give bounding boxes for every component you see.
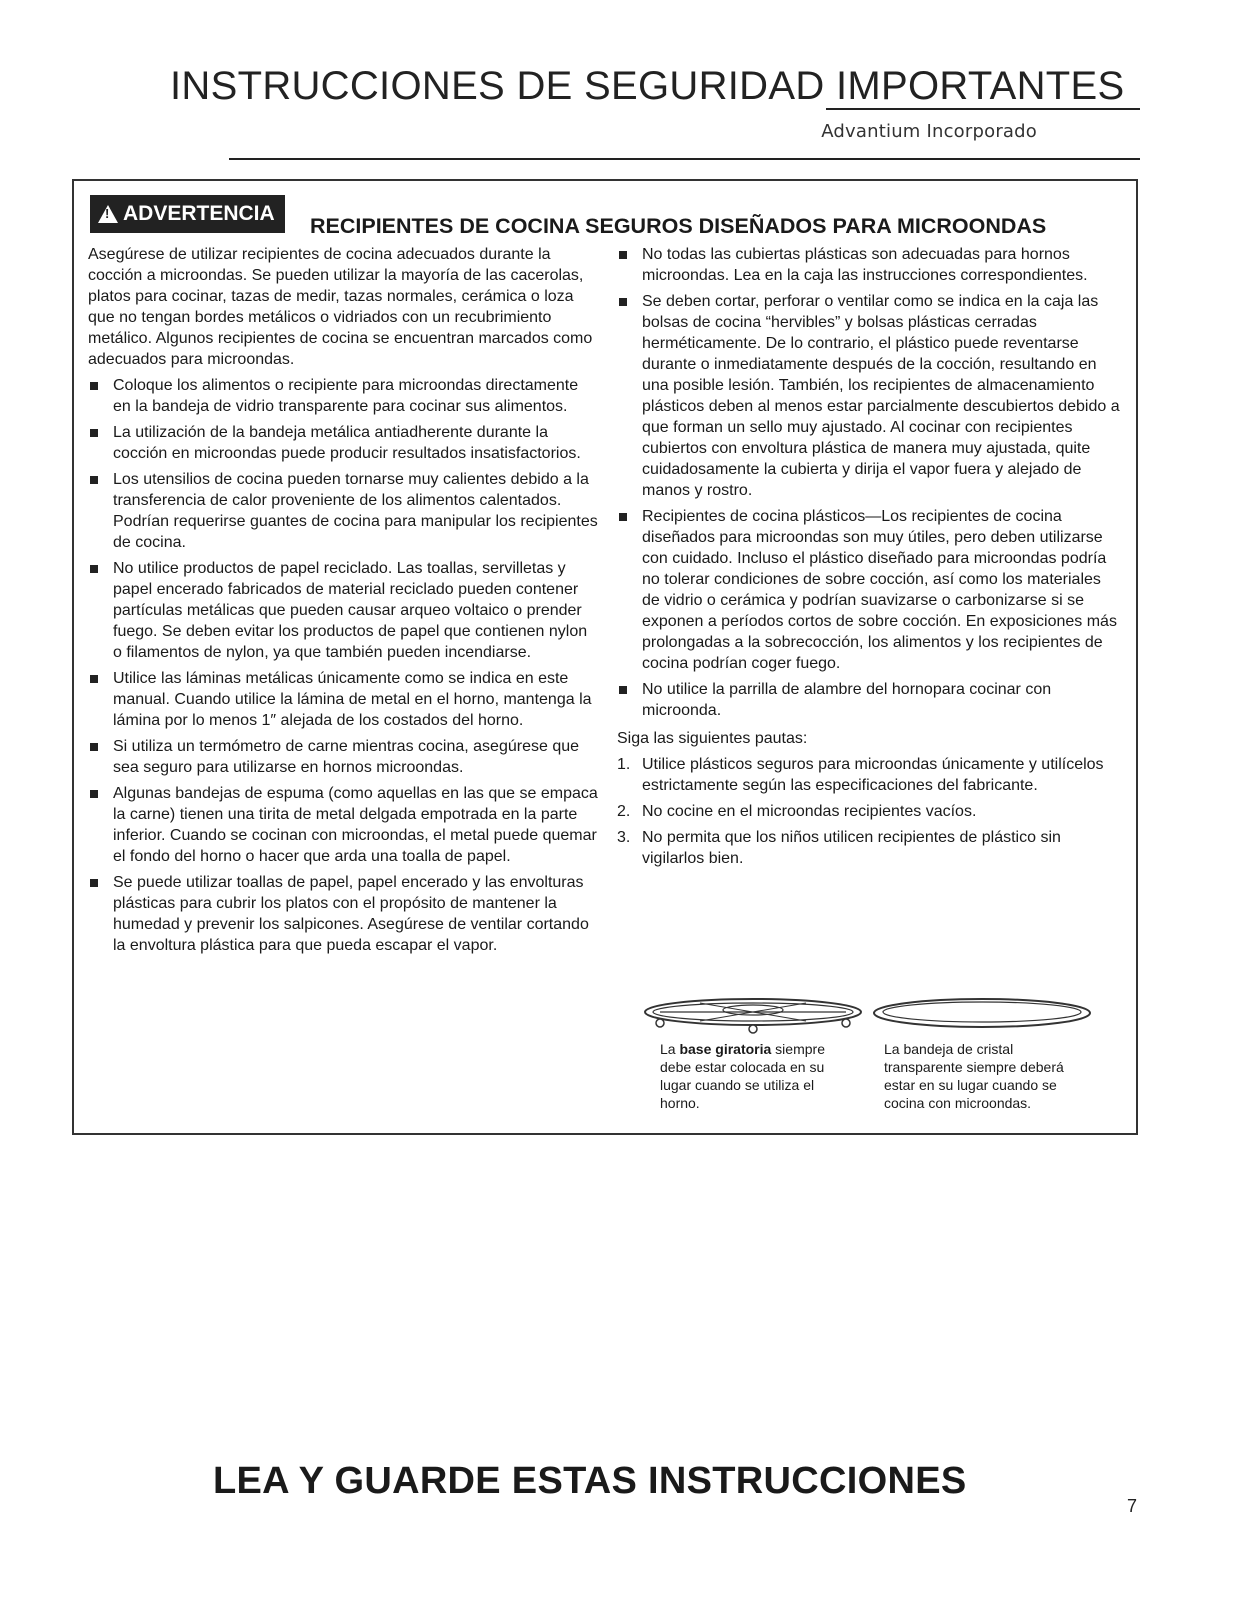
warning-box: [72, 179, 1138, 1135]
left-bullet-list: [88, 375, 598, 956]
turntable-base-illustration: [640, 993, 866, 1037]
footer-title: LEA Y GUARDE ESTAS INSTRUCCIONES: [213, 1460, 967, 1502]
bullet-square-icon: [90, 476, 98, 484]
bullet-square-icon: [90, 743, 98, 751]
turntable-caption: La base giratoria siempre debe estar colocada en su lugar cuando se utiliza el horno.: [660, 1041, 825, 1111]
list-item: La utilización de la bandeja metálica antiadherente durante la cocción en microondas puede producir resultados insatisfactorios.: [88, 422, 598, 464]
glass-tray-illustration: [870, 995, 1094, 1031]
bullet-square-icon: [619, 298, 627, 306]
bullet-square-icon: [619, 513, 627, 521]
list-item: No todas las cubiertas plásticas son adecuadas para hornos microondas. Lea en la caja las instrucciones correspondientes.: [617, 244, 1122, 286]
bullet-square-icon: [90, 790, 98, 798]
bullet-square-icon: [619, 251, 627, 259]
list-item: Se deben cortar, perforar o ventilar como se indica en la caja las bolsas de cocina “hervibles” y bolsas plásticas cerradas herméticamente. De lo contrario, el plástico puede reventarse durante o inmediatamente después de la cocción, resultando en una posible lesión. También, los recipientes de almacenamiento plásticos deben al menos estar parcialmente descubiertos debido a que forman un sello muy ajustado. Al cocinar con recipientes cubiertos con envoltura plástica de manera muy ajustada, quite cuidadosamente la cubierta y dirija el vapor fuera y alejado de manos y rostro.: [617, 291, 1122, 501]
bullet-square-icon: [90, 382, 98, 390]
guidelines-intro: Siga las siguientes pautas:: [617, 730, 808, 747]
list-item: Coloque los alimentos o recipiente para microondas directamente en la bandeja de vidrio transparente para cocinar sus alimentos.: [88, 375, 598, 417]
list-item: Los utensilios de cocina pueden tornarse muy calientes debido a la transferencia de calor proveniente de los alimentos calentados. Podrían requerirse guantes de cocina para manipular los recipientes de cocina.: [88, 469, 598, 553]
list-item: Si utiliza un termómetro de carne mientras cocina, asegúrese que sea seguro para utilizarse en hornos microondas.: [88, 736, 598, 778]
bullet-square-icon: [90, 429, 98, 437]
intro-paragraph: Asegúrese de utilizar recipientes de cocina adecuados durante la cocción a microondas. Se pueden utilizar la mayoría de las cacerolas, platos para cocinar, tazas de medir, tazas normales, cerámica o loza que no tengan bordes metálicos o vidriados con un recubrimiento metálico. Algunos recipientes de cocina se encuentran marcados como adecuados para microondas.: [88, 246, 593, 368]
guidelines-list: [617, 754, 1122, 869]
warning-badge: [90, 195, 285, 233]
bullet-square-icon: [90, 565, 98, 573]
bullet-square-icon: [619, 686, 627, 694]
list-item: Algunas bandejas de espuma (como aquellas en las que se empaca la carne) tienen una tirita de metal delgada empotrada en la parte inferior. Cuando se cocinan con microondas, el metal puede quemar el fondo del horno o hacer que arda una toalla de papel.: [88, 783, 598, 867]
list-item: No utilice la parrilla de alambre del hornopara cocinar con microonda.: [617, 679, 1122, 721]
warning-badge-label: ADVERTENCIA: [123, 202, 275, 225]
list-item: 1. Utilice plásticos seguros para microondas únicamente y utilícelos estrictamente según las especificaciones del fabricante.: [617, 756, 1104, 794]
list-item: No utilice productos de papel reciclado. Las toallas, servilletas y papel encerado fabricados de material reciclado pueden contener partículas metálicas que pueden causar arqueo voltaico o prender fuego. Se deben evitar los productos de papel que contienen nylon o filamentos de nylon, ya que también pueden incendiarse.: [88, 558, 598, 663]
header-rule-bottom: [229, 158, 1140, 160]
bullet-square-icon: [90, 675, 98, 683]
left-column: [88, 244, 598, 961]
page-title: INSTRUCCIONES DE SEGURIDAD IMPORTANTES: [170, 64, 1125, 108]
page-number: 7: [1127, 1496, 1138, 1516]
right-column: [617, 244, 1122, 874]
list-item: Recipientes de cocina plásticos—Los recipientes de cocina diseñados para microondas son muy útiles, pero deben utilizarse con cuidado. Incluso el plástico diseñado para microondas podría no tolerar condiciones de sobre cocción, así como los materiales de vidrio o cerámica y podrían suavizarse o carbonizarse si se exponen a períodos cortos de sobre cocción. En exposiciones más prolongadas a la sobrecocción, los alimentos y los recipientes de cocina podrían coger fuego.: [617, 506, 1122, 674]
warning-heading: RECIPIENTES DE COCINA SEGUROS DISEÑADOS PARA MICROONDAS: [310, 214, 1047, 238]
right-bullet-list: [617, 244, 1122, 721]
glass-tray-caption: La bandeja de cristal transparente siempre deberá estar en su lugar cuando se cocina con microondas.: [884, 1041, 1064, 1111]
list-item: 3. No permita que los niños utilicen recipientes de plástico sin vigilarlos bien.: [617, 829, 1061, 867]
list-item: Se puede utilizar toallas de papel, papel encerado y las envolturas plásticas para cubrir los platos con el propósito de mantener la humedad y prevenir los salpicones. Asegúrese de ventilar cortando la envoltura plástica para que pueda escapar el vapor.: [88, 872, 598, 956]
list-item: Utilice las láminas metálicas únicamente como se indica en este manual. Cuando utilice la lámina de metal en el horno, mantenga la lámina por lo menos 1″ alejada de los costados del horno.: [88, 668, 598, 731]
page-subtitle: Advantium Incorporado: [821, 121, 1037, 142]
list-item: 2. No cocine en el microondas recipientes vacíos.: [617, 803, 977, 820]
header-rule-top: [826, 108, 1140, 110]
bullet-square-icon: [90, 879, 98, 887]
warning-triangle-icon: [98, 205, 118, 223]
